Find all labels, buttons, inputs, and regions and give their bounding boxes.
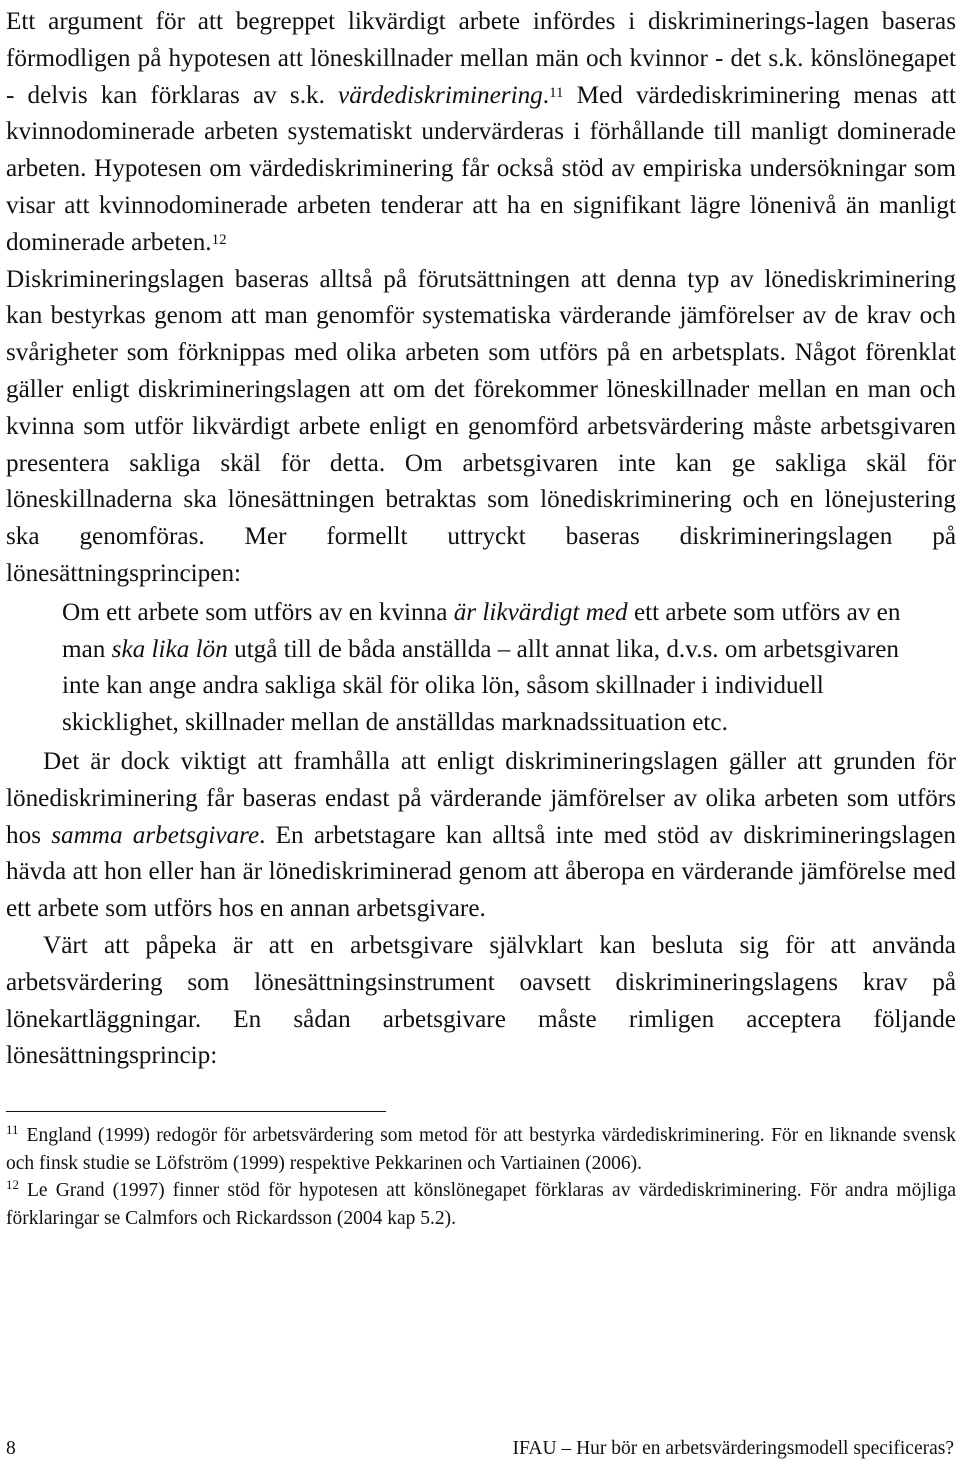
- footnote-divider: [6, 1111, 386, 1112]
- document-page: [6, 0, 956, 1232]
- paragraph-2-text: Diskrimineringslagen baseras alltså på förutsättningen att denna typ av lönediskriminering kan bestyrkas genom att man genomför systematiska värderande jämförelser av de krav och svårigheter som förknippas med olika arbeten som utförs på en arbetsplats. Något förenklat gäller enligt diskrimineringslagen att om det förekommer löneskillnader mellan en man och kvinna som utför likvärdigt arbete enligt en genomförd arbetsvärdering måste arbetsgivaren presentera sakliga skäl för detta. Om arbetsgivaren inte kan ge sakliga skäl för löneskillnaderna ska lönesättningen betraktas som lönediskriminering och en lönejustering ska genomföras. Mer formellt uttryckt baseras diskrimineringslagen på lönesättningsprincipen:: [6, 265, 956, 587]
- footnote-ref-12[interactable]: 12: [211, 231, 227, 248]
- body-text: [6, 0, 956, 1075]
- footnote-11: [6, 1122, 956, 1177]
- paragraph-1-text-a: Ett argument för att begreppet likvärdigt arbete infördes i diskriminerings-lagen baseras förmodligen på hypotesen att löneskillnader mellan män och kvinnor - det s.k. könslönegapet - delvis kan förklaras av s.k.: [6, 8, 956, 109]
- running-title: IFAU – Hur bör en arbetsvärderingsmodell specificeras?: [512, 1438, 954, 1459]
- quote-text-a: Om ett arbete som utförs av en kvinna: [62, 598, 454, 626]
- paragraph-4-text: Värt att påpeka är att en arbetsgivare självklart kan besluta sig för att använda arbetsvärdering som lönesättningsinstrument oavsett diskrimineringslagens krav på lönekartläggningar. En sådan arbetsgivare måste rimligen acceptera följande lönesättningsprincip:: [6, 931, 956, 1070]
- emphasis-samma-arbetsgivare: samma arbetsgivare: [51, 821, 260, 849]
- paragraph-3-text-b: . En arbetstagare kan alltså inte med stöd av diskrimineringslagen hävda att hon eller han är lönediskriminerad genom att åberopa en värderande jämförelse med ett arbete som utförs hos en annan arbetsgivare.: [6, 821, 956, 923]
- quote-emphasis-likvardigt: är likvärdigt med: [453, 598, 628, 626]
- paragraph-1-text-b: Med värdediskriminering menas att kvinnodominerade arbeten systematiskt undervärderas i förhållande till manligt dominerade arbeten. Hypotesen om värdediskriminering får också stöd av empiriska undersökningar som visar att kvinnodominerade arbeten tenderar att ha en signifikant lägre lönenivå än manligt dominerade arbeten.: [6, 81, 956, 256]
- paragraph-1: [6, 0, 956, 262]
- footnotes: [6, 1122, 956, 1232]
- page-number: 8: [6, 1438, 16, 1459]
- paragraph-3: [6, 744, 956, 928]
- footnote-number: 11: [6, 1122, 19, 1138]
- paragraph-4: [6, 928, 956, 1075]
- footnote-number: 12: [6, 1177, 19, 1193]
- footnote-text: Le Grand (1997) finner stöd för hypotesen att könslönegapet förklaras av värdediskriminering. För andra möjliga förklaringar se Calmfors och Rickardsson (2004 kap 5.2).: [6, 1180, 956, 1229]
- emphasis-vardediskriminering: värdediskriminering: [338, 81, 543, 109]
- paragraph-1-period: .: [542, 81, 550, 109]
- quote-text-c: utgå till de båda anställda – allt annat lika, d.v.s. om arbetsgivaren inte kan ange andra sakliga skäl för olika lön, såsom skillnader i individuell skicklighet, skillnader mellan de anställdas marknadssituation etc.: [62, 635, 900, 737]
- footnote-12: [6, 1177, 956, 1232]
- footnote-text: England (1999) redogör för arbetsvärdering som metod för att bestyrka värdediskriminering. För en liknande svensk och finsk studie se Löfström (1999) respektive Pekkarinen och Vartiainen (2006).: [6, 1125, 956, 1174]
- paragraph-3-text-a: Det är dock viktigt att framhålla att enligt diskrimineringslagen gäller att grunden för lönediskriminering får baseras endast på värderande jämförelser av olika arbeten som utförs hos: [6, 747, 956, 849]
- quote-text-b: ett arbete som utförs av en man: [62, 598, 901, 663]
- quote-emphasis-lika-lon: ska lika lön: [111, 635, 228, 663]
- footnote-ref-11[interactable]: 11: [549, 84, 564, 101]
- paragraph-2: [6, 262, 956, 593]
- block-quote: [62, 593, 920, 744]
